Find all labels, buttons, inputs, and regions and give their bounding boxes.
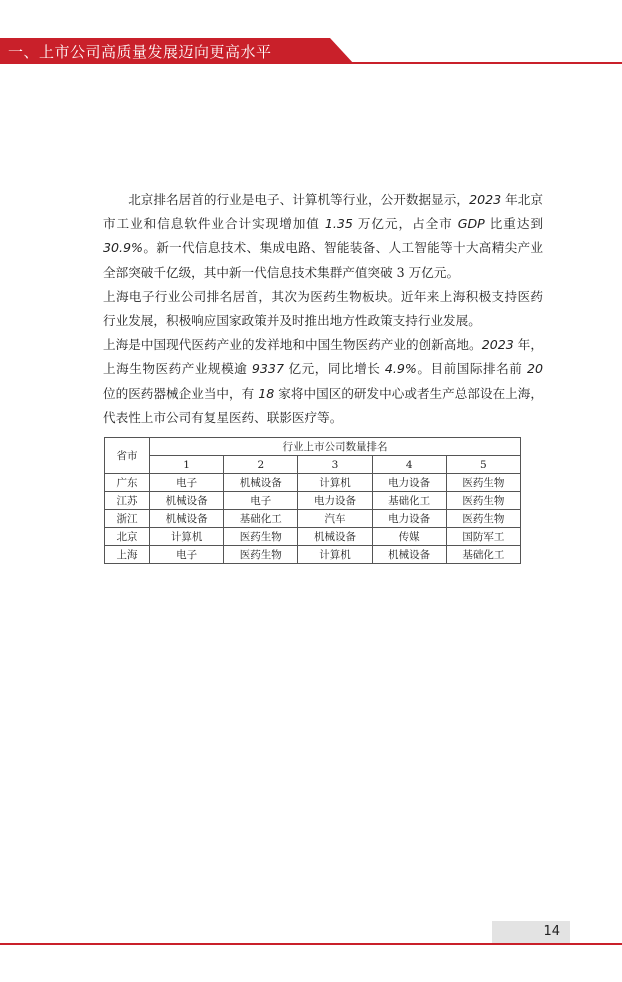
number-run: 4.9% — [384, 361, 417, 377]
table-row — [105, 474, 521, 492]
province-cell: 上海 — [105, 546, 150, 564]
industry-cell: 电力设备 — [372, 510, 446, 528]
text-run: 。新一代信息技术、集成电路、智能装备、人工智能等十大高精尖产业全部突破千亿级，其中新一代信息技术集群产值突破 3 万亿元。 — [103, 240, 543, 280]
industry-cell: 基础化工 — [446, 546, 520, 564]
text-run: 万亿元，占全市 — [352, 216, 458, 232]
industry-cell: 机械设备 — [150, 510, 224, 528]
number-run: 20 — [526, 361, 543, 377]
table-header-row — [105, 438, 521, 456]
section-banner — [0, 38, 622, 64]
table-row — [105, 492, 521, 510]
industry-cell: 国防军工 — [446, 528, 520, 546]
number-run: 30.9% — [103, 240, 144, 256]
body-text — [103, 188, 543, 430]
industry-cell: 传媒 — [372, 528, 446, 546]
rank-header: 5 — [446, 456, 520, 474]
industry-cell: 电力设备 — [298, 492, 372, 510]
text-run: 上海是中国现代医药产业的发祥地和中国生物医药产业的创新高地。 — [103, 337, 482, 353]
ranking-group-header: 行业上市公司数量排名 — [150, 438, 521, 456]
industry-cell: 医药生物 — [224, 546, 298, 564]
industry-cell: 电子 — [150, 546, 224, 564]
paragraph-shanghai-pharma — [103, 333, 543, 430]
rank-header: 1 — [150, 456, 224, 474]
banner-rule — [0, 62, 622, 64]
industry-ranking-table — [104, 437, 521, 564]
industry-cell: 汽车 — [298, 510, 372, 528]
province-header: 省市 — [105, 438, 150, 474]
footer-rule — [0, 943, 622, 945]
rank-header: 4 — [372, 456, 446, 474]
section-title: 一、上市公司高质量发展迈向更高水平 — [8, 43, 272, 61]
province-cell: 江苏 — [105, 492, 150, 510]
industry-cell: 医药生物 — [446, 474, 520, 492]
industry-cell: 计算机 — [298, 474, 372, 492]
industry-cell: 计算机 — [150, 528, 224, 546]
page-number: 14 — [543, 924, 560, 939]
industry-cell: 机械设备 — [150, 492, 224, 510]
industry-cell: 机械设备 — [224, 474, 298, 492]
text-run: 年北京市工业和信息软件业合计实现增加值 — [103, 192, 544, 232]
number-run: 18 — [258, 385, 275, 401]
text-run: 北京排名居首的行业是电子、计算机等行业，公开数据显示， — [128, 192, 470, 207]
province-cell: 北京 — [105, 528, 150, 546]
text-run: 比重达到 — [484, 216, 543, 232]
text-run: 年，上海生物医药产业规模逾 — [103, 337, 543, 377]
text-run: 位的医药器械企业当中，有 — [103, 385, 259, 401]
industry-cell: 基础化工 — [372, 492, 446, 510]
province-cell: 浙江 — [105, 510, 150, 528]
rank-header-row — [105, 456, 521, 474]
industry-cell: 电力设备 — [372, 474, 446, 492]
page-number-box — [492, 921, 570, 943]
paragraph-shanghai-electronics: 上海电子行业公司排名居首，其次为医药生物板块。近年来上海积极支持医药行业发展，积极响应国家政策并及时推出地方性政策支持行业发展。 — [103, 288, 543, 329]
industry-cell: 计算机 — [298, 546, 372, 564]
industry-cell: 电子 — [150, 474, 224, 492]
industry-cell: 机械设备 — [372, 546, 446, 564]
industry-cell: 基础化工 — [224, 510, 298, 528]
table-row — [105, 528, 521, 546]
rank-header: 2 — [224, 456, 298, 474]
province-cell: 广东 — [105, 474, 150, 492]
text-run: 亿元，同比增长 — [283, 361, 385, 377]
number-run: GDP — [457, 216, 485, 232]
paragraph-beijing — [103, 188, 543, 285]
industry-cell: 机械设备 — [298, 528, 372, 546]
industry-cell: 电子 — [224, 492, 298, 510]
industry-cell: 医药生物 — [224, 528, 298, 546]
rank-header: 3 — [298, 456, 372, 474]
number-run: 1.35 — [324, 216, 353, 232]
table-row — [105, 546, 521, 564]
number-run: 9337 — [251, 361, 284, 377]
industry-cell: 医药生物 — [446, 492, 520, 510]
table-row — [105, 510, 521, 528]
number-run: 2023 — [481, 337, 514, 353]
table-body — [105, 474, 521, 564]
text-run: 家将中国区的研发中心或者生产总部设在上海，代表性上市公司有复星医药、联影医疗等。 — [103, 385, 543, 425]
text-run: 。目前国际排名前 — [416, 361, 527, 377]
number-run: 2023 — [469, 192, 502, 207]
industry-cell: 医药生物 — [446, 510, 520, 528]
